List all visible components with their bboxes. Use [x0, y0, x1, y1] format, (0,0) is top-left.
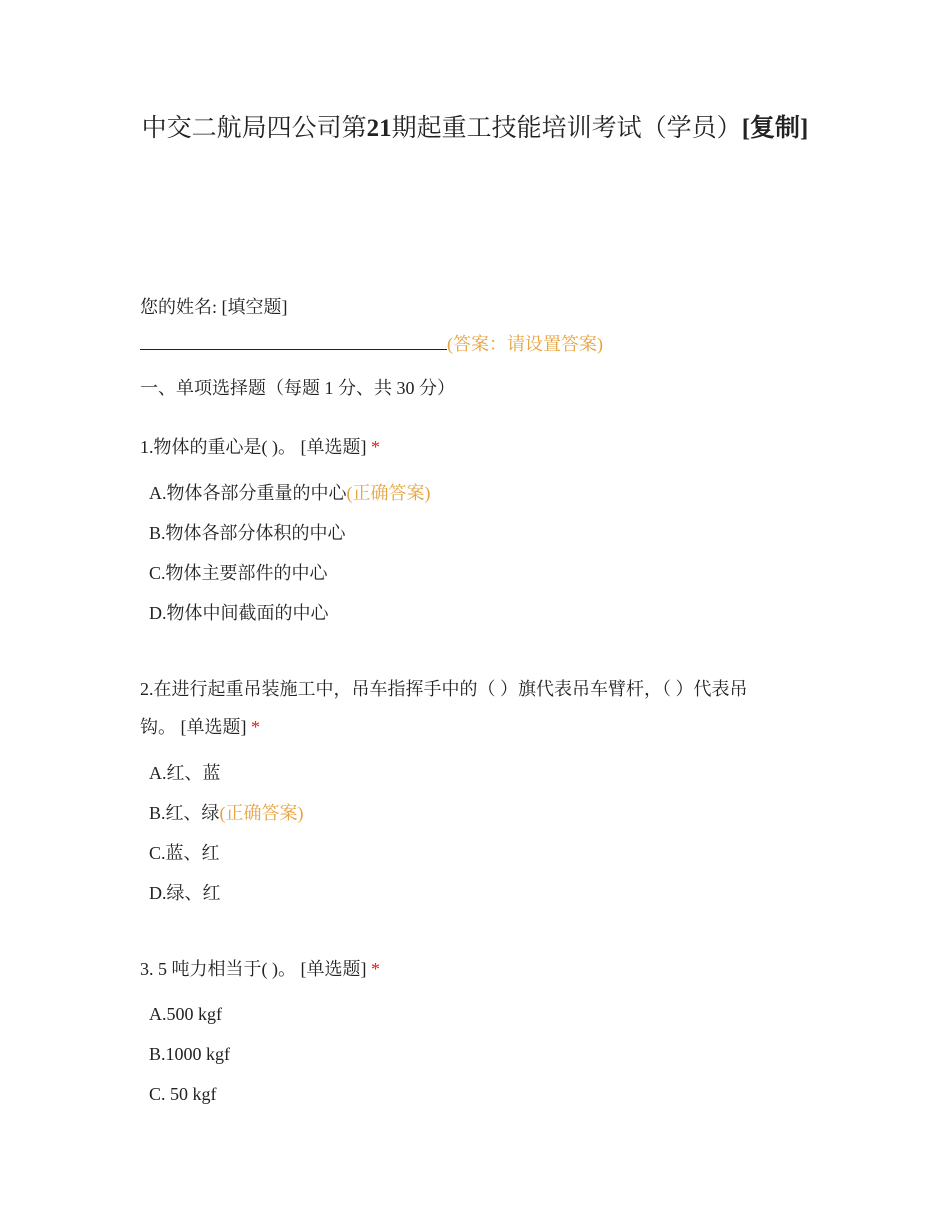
name-answer-hint: (答案：请设置答案) [447, 334, 603, 354]
page-title [140, 108, 810, 150]
required-mark: * [370, 959, 380, 979]
question-1-text: 1.物体的重心是( )。 [单选题] [140, 437, 367, 457]
question-1-option-b[interactable] [149, 521, 346, 545]
option-text: D.绿、红 [149, 883, 221, 903]
option-text: A.500 kgf [149, 1004, 222, 1024]
name-field-answer-row [140, 329, 800, 356]
correct-answer-tag: (正确答案) [346, 483, 431, 503]
title-part3: [复制] [741, 115, 809, 142]
name-field-label: 您的姓名: [填空题] [140, 297, 288, 317]
option-text: C. 50 kgf [149, 1084, 217, 1104]
option-text: A.红、蓝 [149, 763, 221, 783]
question-2-option-c[interactable] [149, 841, 220, 865]
question-1-option-d[interactable] [149, 601, 329, 625]
question-2-stem-line2 [140, 715, 800, 739]
question-3-option-a[interactable] [149, 1002, 222, 1026]
question-3-stem [140, 957, 800, 981]
option-text: A.物体各部分重量的中心 [149, 483, 347, 503]
question-2-option-a[interactable] [149, 761, 221, 785]
question-2-stem-line1: 2.在进行起重吊装施工中，吊车指挥手中的（ ）旗代表吊车臂杆，（ ）代表吊 [140, 679, 748, 699]
correct-answer-tag: (正确答案) [219, 803, 304, 823]
question-3-option-c[interactable] [149, 1082, 217, 1106]
question-3-text: 3. 5 吨力相当于( )。 [单选题] [140, 959, 367, 979]
question-1-option-a[interactable] [149, 481, 431, 505]
required-mark: * [251, 717, 260, 737]
option-text: B.1000 kgf [149, 1044, 230, 1064]
option-text: B.物体各部分体积的中心 [149, 523, 346, 543]
section-title: 一、单项选择题（每题 1 分、共 30 分） [140, 378, 455, 398]
option-text: D.物体中间截面的中心 [149, 603, 329, 623]
question-3-option-b[interactable] [149, 1042, 230, 1066]
question-2-option-d[interactable] [149, 881, 221, 905]
name-blank-line[interactable] [140, 329, 447, 350]
question-2-text: 钩。 [单选题] [140, 717, 247, 737]
question-2-option-b[interactable] [149, 801, 304, 825]
option-text: C.物体主要部件的中心 [149, 563, 328, 583]
option-text: B.红、绿 [149, 803, 220, 823]
title-part1: 中交二航局四公司第 [141, 115, 367, 142]
required-mark: * [370, 437, 380, 457]
question-1-option-c[interactable] [149, 561, 328, 585]
question-1-stem [140, 435, 800, 459]
title-number: 21 [366, 115, 392, 142]
option-text: C.蓝、红 [149, 843, 220, 863]
title-part2: 期起重工技能培训考试（学员） [391, 115, 742, 142]
